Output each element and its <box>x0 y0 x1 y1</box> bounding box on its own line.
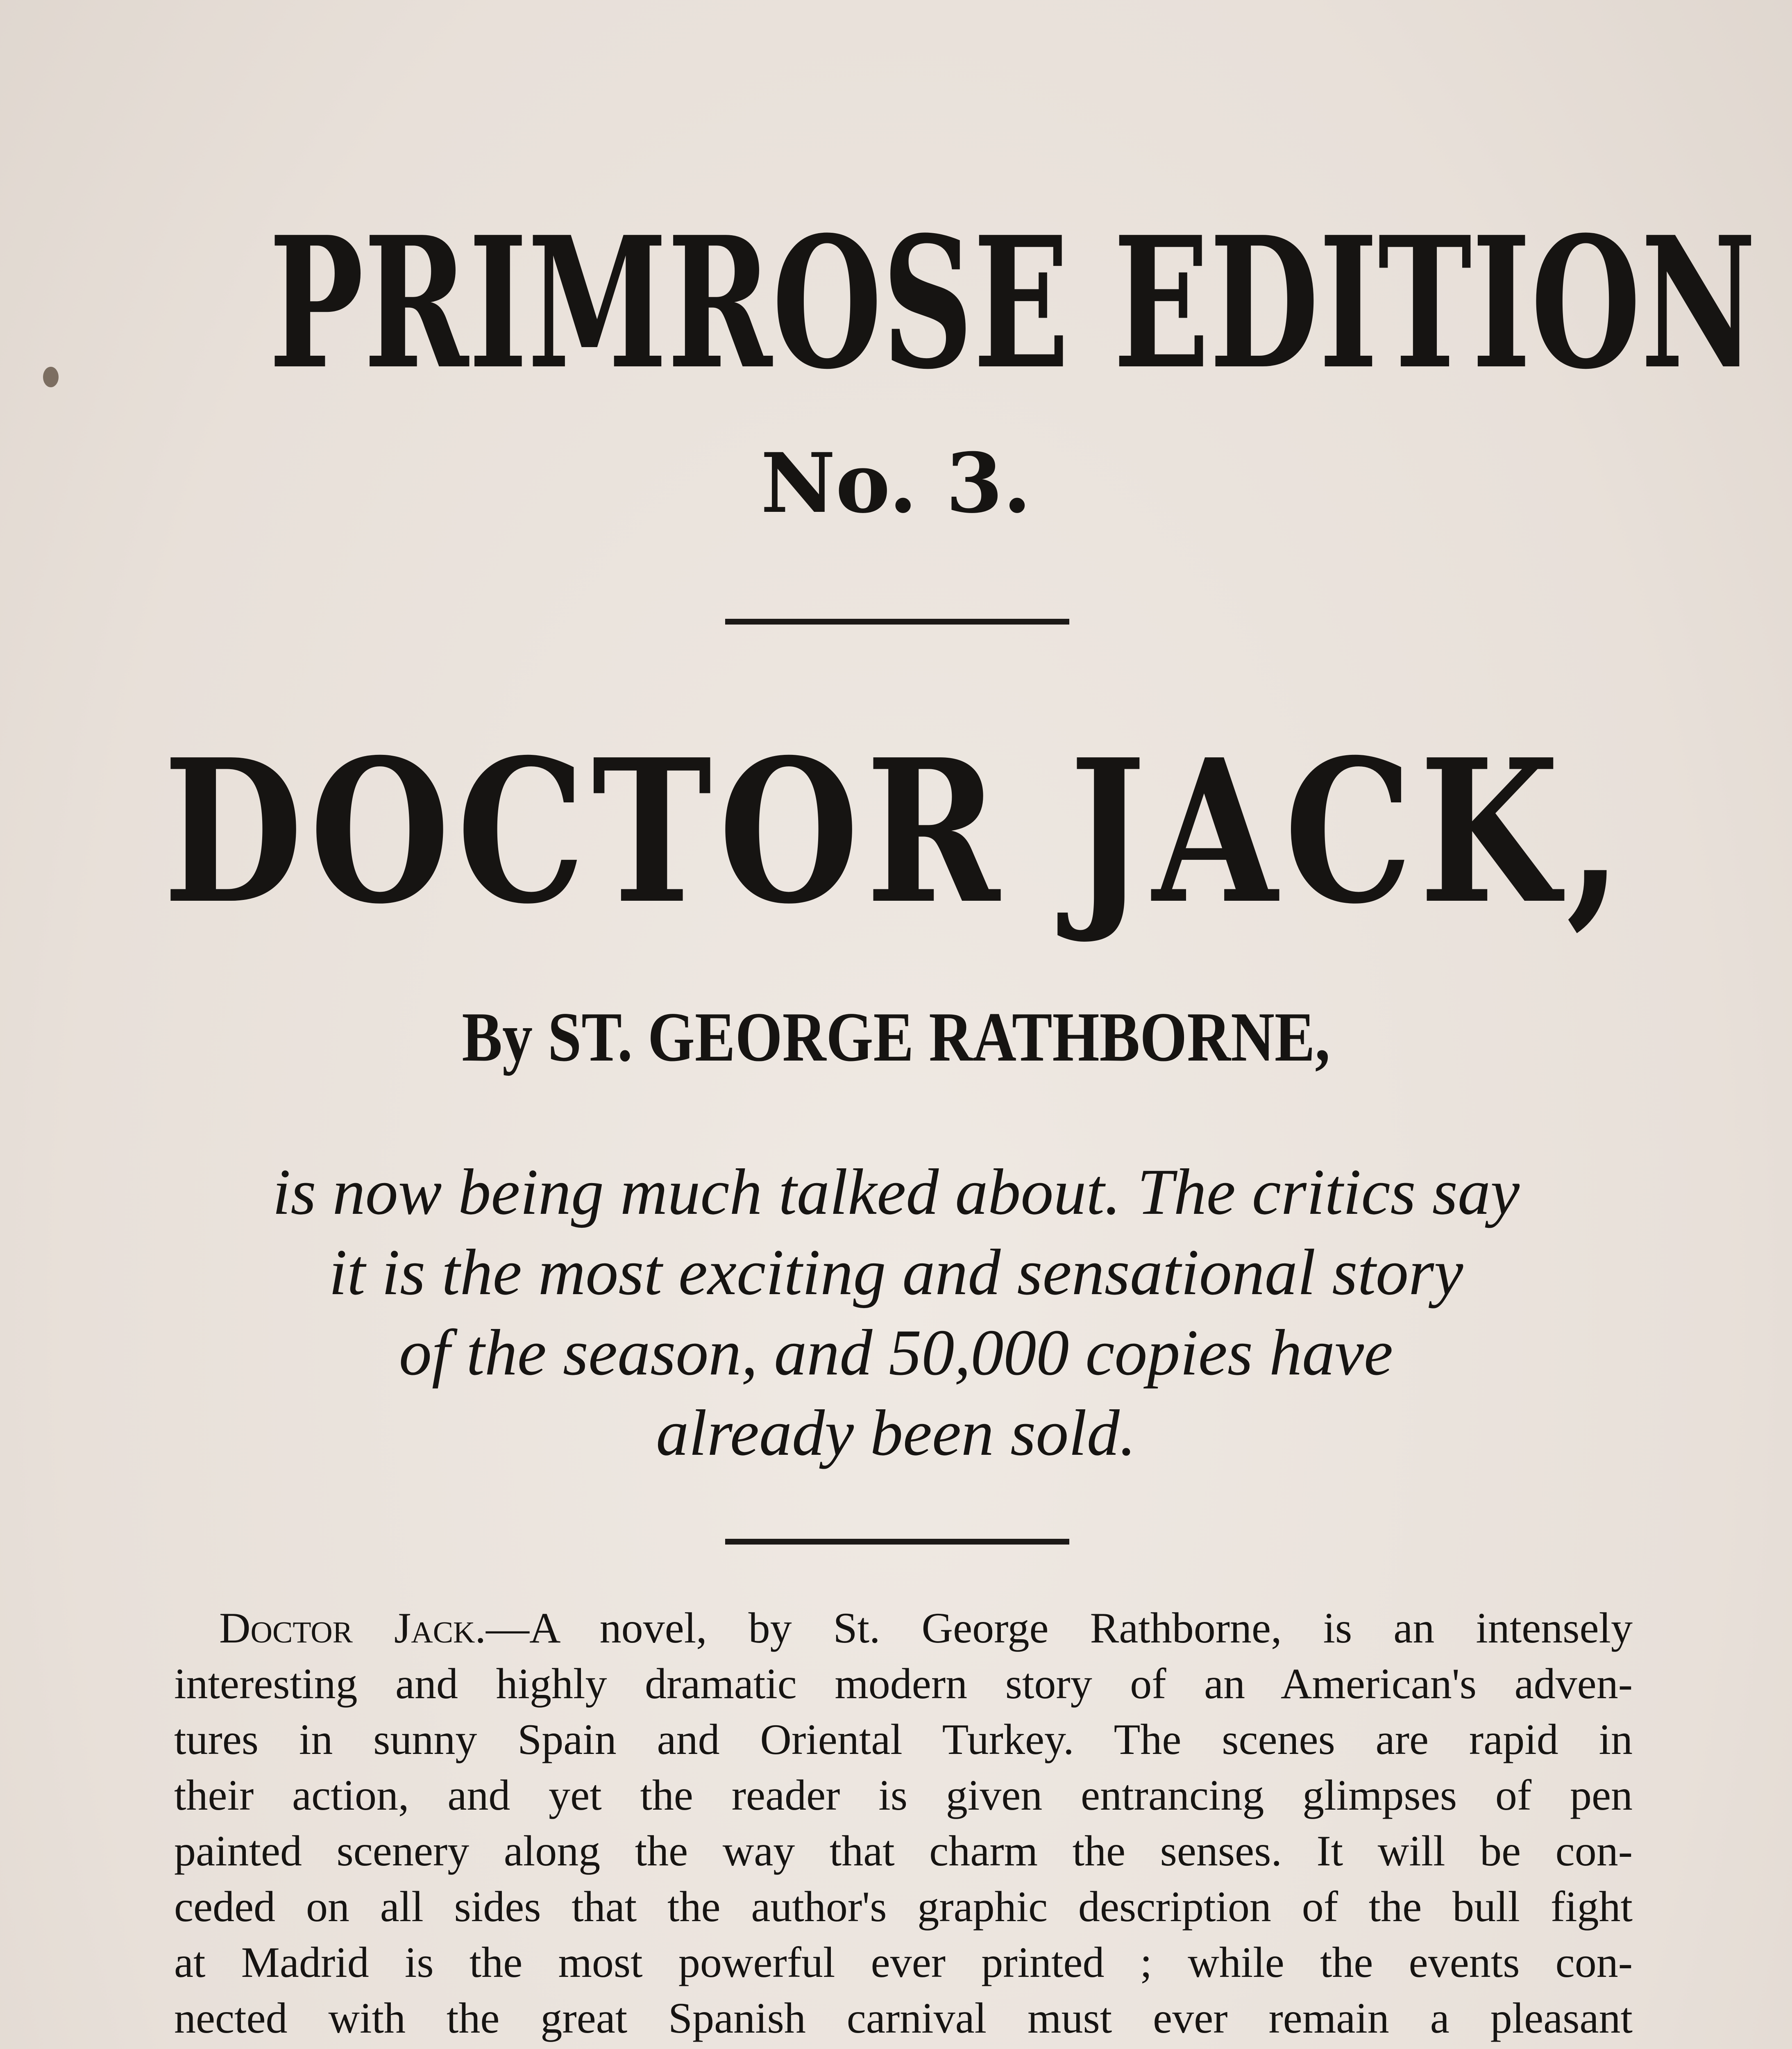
review-line: their action, and yet the reader is given entrancing glimpses of pen <box>174 1771 1633 1819</box>
review-line: interesting and highly dramatic modern story of an American's adven- <box>174 1660 1633 1708</box>
review-lead-name: Doctor Jack. <box>219 1604 486 1652</box>
paper-speck <box>43 367 59 387</box>
review-line <box>174 2046 1633 2049</box>
book-title: DOCTOR JACK, <box>163 716 1629 947</box>
review-line: ceded on all sides that the author's graphic description of the bull fight <box>174 1883 1633 1931</box>
blurb-line: it is the most exciting and sensational story <box>329 1236 1463 1308</box>
review-line-text: —A novel, by St. George Rathborne, is an intensely <box>486 1604 1633 1652</box>
review-line: painted scenery along the way that charm the senses. It will be con- <box>174 1827 1633 1875</box>
series-title: PRIMROSE EDITION <box>269 197 1756 409</box>
review-paragraph <box>174 1600 1633 2049</box>
review-line: nected with the great Spanish carnival must ever remain a pleasant <box>174 1994 1633 2042</box>
divider-rule <box>725 619 1069 625</box>
blurb-line: is now being much talked about. The critics say <box>272 1155 1520 1228</box>
issue-number: No. 3. <box>760 435 1032 532</box>
divider-rule <box>725 1539 1069 1545</box>
author-byline: By ST. GEORGE RATHBORNE, <box>462 998 1330 1076</box>
review-line: at Madrid is the most powerful ever printed ; while the events con- <box>174 1938 1633 1986</box>
review-line <box>174 1600 1633 1656</box>
promo-blurb <box>0 1152 1792 1473</box>
review-line: tures in sunny Spain and Oriental Turkey. The scenes are rapid in <box>174 1715 1633 1763</box>
blurb-line: of the season, and 50,000 copies have <box>399 1316 1393 1389</box>
blurb-line: already been sold. <box>656 1396 1136 1469</box>
